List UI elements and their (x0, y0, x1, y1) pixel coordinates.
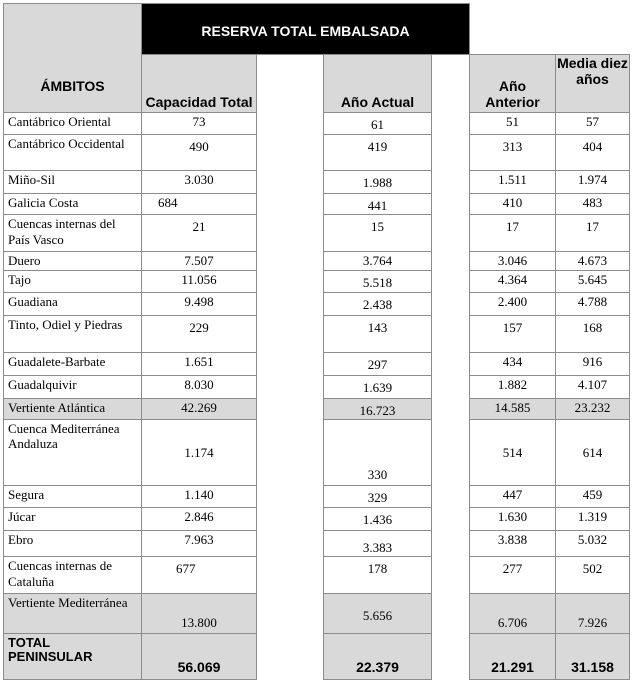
table-row-subtotal (4, 399, 630, 420)
cell-media: 614 (556, 420, 630, 486)
cell-actual: 3.764 (324, 252, 432, 271)
row-name: Cantábrico Oriental (4, 113, 142, 135)
table-row-subtotal (4, 594, 630, 634)
cell-actual: 441 (324, 194, 432, 215)
table-row (4, 135, 630, 171)
cell-media: 31.158 (556, 634, 630, 680)
cell-actual: 15 (324, 215, 432, 252)
cell-actual: 1.436 (324, 508, 432, 531)
cell-media: 4.788 (556, 293, 630, 316)
cell-anterior: 6.706 (470, 594, 556, 634)
cell-anterior: 447 (470, 486, 556, 508)
cell-capacidad: 13.800 (142, 594, 257, 634)
cell-capacidad: 3.030 (142, 171, 257, 194)
cell-capacidad: 490 (142, 135, 257, 171)
cell-capacidad: 2.846 (142, 508, 257, 531)
row-name: Cuencas internas del País Vasco (4, 215, 142, 252)
cell-actual: 329 (324, 486, 432, 508)
row-name: Vertiente Mediterránea (4, 594, 142, 634)
cell-capacidad: 8.030 (142, 376, 257, 399)
table-row-total (4, 634, 630, 680)
cell-capacidad: 229 (142, 316, 257, 353)
cell-media: 502 (556, 557, 630, 594)
row-name: Tinto, Odiel y Piedras (4, 316, 142, 353)
cell-actual: 143 (324, 316, 432, 353)
header-reserva-total: RESERVA TOTAL EMBALSADA (142, 4, 470, 55)
cell-anterior: 514 (470, 420, 556, 486)
table-row (4, 486, 630, 508)
cell-anterior: 1.882 (470, 376, 556, 399)
cell-actual: 178 (324, 557, 432, 594)
cell-capacidad: 677 (142, 557, 257, 594)
cell-capacidad: 42.269 (142, 399, 257, 420)
cell-anterior: 3.838 (470, 531, 556, 557)
table-row (4, 420, 630, 486)
cell-capacidad: 1.651 (142, 353, 257, 376)
cell-actual: 16.723 (324, 399, 432, 420)
cell-actual: 1.639 (324, 376, 432, 399)
cell-capacidad: 73 (142, 113, 257, 135)
cell-anterior: 17 (470, 215, 556, 252)
cell-media: 4.673 (556, 252, 630, 271)
cell-media: 916 (556, 353, 630, 376)
cell-media: 5.032 (556, 531, 630, 557)
cell-media: 1.319 (556, 508, 630, 531)
cell-actual: 5.656 (324, 594, 432, 634)
row-name: Tajo (4, 271, 142, 293)
header-ano-anterior: Año Anterior (470, 55, 556, 113)
row-name: Guadalquivir (4, 376, 142, 399)
row-name: Júcar (4, 508, 142, 531)
cell-anterior: 313 (470, 135, 556, 171)
cell-capacidad: 7.507 (142, 252, 257, 271)
cell-actual: 419 (324, 135, 432, 171)
cell-actual: 22.379 (324, 634, 432, 680)
cell-anterior: 2.400 (470, 293, 556, 316)
row-name: Vertiente Atlántica (4, 399, 142, 420)
cell-anterior: 434 (470, 353, 556, 376)
cell-capacidad: 1.174 (142, 420, 257, 486)
cell-media: 5.645 (556, 271, 630, 293)
cell-actual: 330 (324, 420, 432, 486)
cell-actual: 61 (324, 113, 432, 135)
cell-media: 4.107 (556, 376, 630, 399)
cell-anterior: 410 (470, 194, 556, 215)
header-blank-anterior (470, 4, 556, 55)
header-ambitos: ÁMBITOS (4, 4, 142, 113)
reserva-table-container (3, 3, 630, 680)
row-name: Ebro (4, 531, 142, 557)
cell-anterior: 51 (470, 113, 556, 135)
table-row (4, 171, 630, 194)
table-row (4, 508, 630, 531)
cell-media: 168 (556, 316, 630, 353)
cell-anterior: 1.630 (470, 508, 556, 531)
header-blank-media (556, 4, 630, 55)
row-name: Galicia Costa (4, 194, 142, 215)
cell-anterior: 4.364 (470, 271, 556, 293)
row-name: Miño-Sil (4, 171, 142, 194)
table-row (4, 293, 630, 316)
row-name: Cuenca Mediterránea Andaluza (4, 420, 142, 486)
header-media-diez-anos: Media diez años (556, 55, 630, 113)
table-row (4, 531, 630, 557)
header-ano-actual: Año Actual (324, 55, 432, 113)
cell-actual: 5.518 (324, 271, 432, 293)
cell-capacidad: 7.963 (142, 531, 257, 557)
table-row (4, 353, 630, 376)
cell-media: 459 (556, 486, 630, 508)
table-row (4, 215, 630, 252)
cell-media: 57 (556, 113, 630, 135)
row-name: Duero (4, 252, 142, 271)
row-name: Guadalete-Barbate (4, 353, 142, 376)
cell-media: 1.974 (556, 171, 630, 194)
cell-actual: 297 (324, 353, 432, 376)
cell-media: 17 (556, 215, 630, 252)
cell-anterior: 3.046 (470, 252, 556, 271)
cell-capacidad: 1.140 (142, 486, 257, 508)
cell-capacidad: 9.498 (142, 293, 257, 316)
cell-media: 483 (556, 194, 630, 215)
cell-capacidad: 56.069 (142, 634, 257, 680)
row-name: Segura (4, 486, 142, 508)
row-name: Guadiana (4, 293, 142, 316)
cell-media: 7.926 (556, 594, 630, 634)
table-row (4, 194, 630, 215)
row-name: Cantábrico Occidental (4, 135, 142, 171)
cell-actual: 3.383 (324, 531, 432, 557)
table-row (4, 113, 630, 135)
row-name: TOTAL PENINSULAR (4, 634, 142, 680)
cell-capacidad: 684 (142, 194, 257, 215)
cell-anterior: 277 (470, 557, 556, 594)
table-row (4, 376, 630, 399)
cell-capacidad: 21 (142, 215, 257, 252)
reserva-table (3, 3, 630, 680)
cell-actual: 1.988 (324, 171, 432, 194)
table-row (4, 316, 630, 353)
table-row (4, 557, 630, 594)
cell-media: 23.232 (556, 399, 630, 420)
cell-anterior: 1.511 (470, 171, 556, 194)
header-capacidad-total: Capacidad Total (142, 55, 257, 113)
cell-actual: 2.438 (324, 293, 432, 316)
cell-anterior: 14.585 (470, 399, 556, 420)
header-row-top (4, 4, 630, 55)
table-row (4, 252, 630, 271)
table-row (4, 271, 630, 293)
cell-capacidad: 11.056 (142, 271, 257, 293)
cell-media: 404 (556, 135, 630, 171)
cell-anterior: 21.291 (470, 634, 556, 680)
row-name: Cuencas internas de Cataluña (4, 557, 142, 594)
cell-anterior: 157 (470, 316, 556, 353)
